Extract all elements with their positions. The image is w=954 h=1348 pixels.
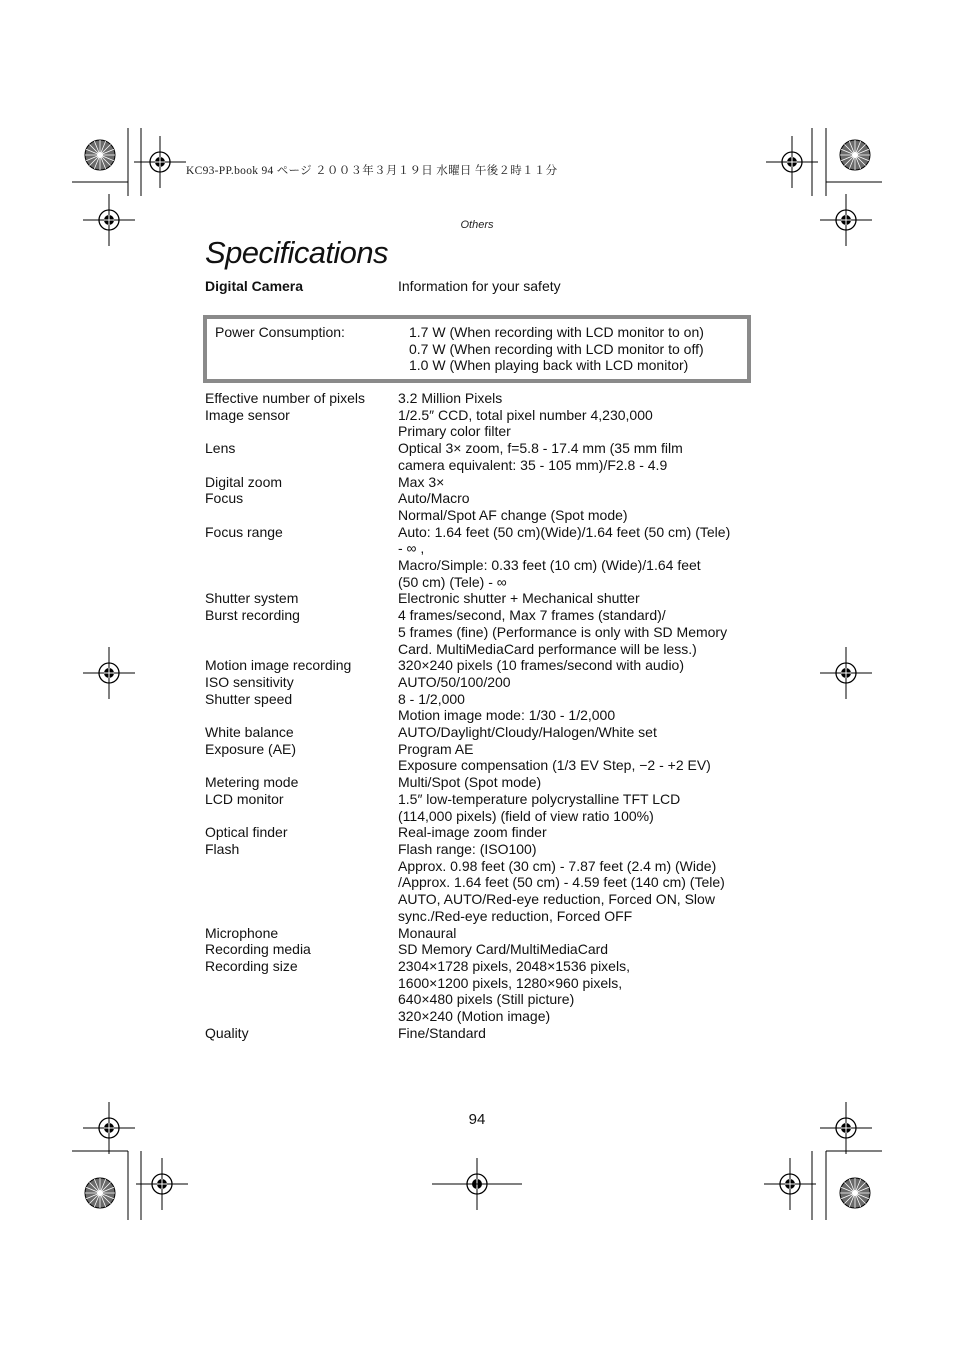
spec-value-line: Exposure compensation (1/3 EV Step, −2 - +2 EV) [398, 757, 711, 774]
spec-row [205, 407, 765, 440]
spec-row [205, 741, 765, 774]
spec-key: LCD monitor [205, 790, 284, 807]
spec-value-line: 5 frames (fine) (Performance is only with SD Memory [398, 623, 728, 640]
spec-value-line: Max 3× [398, 473, 445, 490]
spec-value-line: 3.2 Million Pixels [398, 390, 503, 406]
spec-row [205, 390, 765, 407]
spec-row [205, 925, 765, 942]
spec-value-line: Motion image mode: 1/30 - 1/2,000 [398, 707, 616, 724]
spec-value [398, 590, 765, 607]
spec-value-line: AUTO, AUTO/Red-eye reduction, Forced ON, Slow [398, 891, 715, 908]
spec-row [205, 590, 765, 607]
spec-value [398, 1025, 765, 1042]
spec-value-line: /Approx. 1.64 feet (50 cm) - 4.59 feet (140 cm) (Tele) [398, 874, 725, 891]
power-line: 1.0 W (When playing back with LCD monitor) [409, 357, 689, 373]
spec-key: Exposure (AE) [205, 740, 297, 757]
spec-value-line: Real-image zoom finder [398, 824, 547, 841]
spec-value-line: Auto/Macro [398, 490, 470, 507]
spec-row [205, 674, 765, 691]
spec-key: Microphone [205, 924, 279, 941]
spec-row [205, 824, 765, 841]
spec-value [398, 958, 765, 1025]
spec-row [205, 524, 765, 591]
spec-value-line: Approx. 0.98 feet (30 cm) - 7.87 feet (2.4 m) (Wide) [398, 857, 717, 874]
spec-row [205, 490, 765, 523]
spec-value [398, 524, 765, 591]
spec-value-line: Electronic shutter + Mechanical shutter [398, 590, 640, 607]
spec-key: Shutter system [205, 590, 299, 607]
spec-row [205, 791, 765, 824]
spec-value-line: Card. MultiMediaCard performance will be less.) [398, 640, 697, 657]
spec-value [398, 474, 765, 491]
spec-key: Recording size [205, 957, 298, 974]
spec-value-line: Multi/Spot (Spot mode) [398, 774, 542, 791]
spec-key: Effective number of pixels [205, 390, 366, 406]
spec-value-line: 8 - 1/2,000 [398, 690, 465, 707]
spec-value-line: 2304×1728 pixels, 2048×1536 pixels, [398, 957, 630, 974]
spec-value [398, 490, 765, 523]
spec-value-line: Primary color filter [398, 423, 511, 440]
spec-value-line: (50 cm) (Tele) - ∞ [398, 573, 507, 590]
power-line: 1.7 W (When recording with LCD monitor to on) [409, 324, 704, 340]
spec-value [398, 440, 765, 473]
spec-list [205, 390, 765, 1041]
spec-value [398, 941, 765, 958]
spec-value-line: 4 frames/second, Max 7 frames (standard)/ [398, 607, 666, 624]
spec-value [398, 657, 765, 674]
spec-value [398, 407, 765, 440]
spec-value-line: 1.5″ low-temperature polycrystalline TFT LCD [398, 790, 681, 807]
spec-key: White balance [205, 724, 294, 741]
spec-value-line: Optical 3× zoom, f=5.8 - 17.4 mm (35 mm film [398, 440, 683, 457]
spec-key: Recording media [205, 941, 311, 958]
spec-value [398, 607, 765, 657]
spec-key: Burst recording [205, 607, 300, 624]
spec-row [205, 958, 765, 1025]
spec-row [205, 941, 765, 958]
spec-key: Focus range [205, 523, 283, 540]
spec-value-line: camera equivalent: 35 - 105 mm)/F2.8 - 4.9 [398, 456, 668, 473]
power-consumption-box [203, 315, 751, 383]
spec-value [398, 774, 765, 791]
page-title: Specifications [205, 235, 388, 270]
spec-row [205, 607, 765, 657]
spec-value-line: AUTO/Daylight/Cloudy/Halogen/White set [398, 724, 657, 741]
spec-row [205, 1025, 765, 1042]
spec-row [205, 657, 765, 674]
spec-key: Metering mode [205, 774, 299, 791]
spec-value-line: Fine/Standard [398, 1024, 486, 1041]
spec-row [205, 841, 765, 925]
subheading-digital-camera: Digital Camera [205, 278, 304, 294]
power-consumption-label: Power Consumption: [215, 324, 345, 340]
spec-key: Digital zoom [205, 473, 283, 490]
spec-row [205, 724, 765, 741]
spec-value [398, 791, 765, 824]
spec-key: Quality [205, 1024, 249, 1041]
spec-value-line: Program AE [398, 740, 474, 757]
spec-value [398, 691, 765, 724]
subheading-safety: Information for your safety [398, 278, 561, 294]
spec-value-line: - ∞ , [398, 540, 425, 557]
spec-key: Flash [205, 840, 240, 857]
print-header: KC93-PP.book 94 ページ ２００３年３月１９日 水曜日 午後２時１１分 [186, 165, 558, 177]
spec-value [398, 841, 765, 925]
spec-value [398, 824, 765, 841]
spec-value-line: 1/2.5″ CCD, total pixel number 4,230,000 [398, 406, 653, 423]
spec-row [205, 474, 765, 491]
spec-value [398, 741, 765, 774]
spec-value-line: Normal/Spot AF change (Spot mode) [398, 506, 628, 523]
spec-row [205, 774, 765, 791]
power-consumption-values [409, 324, 704, 374]
spec-key: Image sensor [205, 406, 290, 423]
spec-value [398, 724, 765, 741]
spec-value-line: 640×480 pixels (Still picture) [398, 991, 575, 1008]
spec-value-line: sync./Red-eye reduction, Forced OFF [398, 907, 633, 924]
page-number: 94 [468, 1111, 486, 1128]
spec-value [398, 390, 765, 407]
spec-value-line: AUTO/50/100/200 [398, 673, 511, 690]
spec-value-line: Macro/Simple: 0.33 feet (10 cm) (Wide)/1.64 feet [398, 557, 701, 574]
spec-key: ISO sensitivity [205, 673, 294, 690]
spec-row [205, 440, 765, 473]
spec-key: Optical finder [205, 824, 288, 841]
power-line: 0.7 W (When recording with LCD monitor to off) [409, 340, 704, 357]
spec-value-line: 320×240 pixels (10 frames/second with audio) [398, 657, 685, 674]
spec-key: Motion image recording [205, 657, 352, 674]
spec-value [398, 674, 765, 691]
spec-value-line: 320×240 (Motion image) [398, 1008, 551, 1025]
spec-value-line: Monaural [398, 924, 457, 941]
spec-key: Lens [205, 440, 236, 457]
spec-key: Focus [205, 490, 244, 507]
spec-value-line: Auto: 1.64 feet (50 cm)(Wide)/1.64 feet (50 cm) (Tele) [398, 523, 731, 540]
spec-key: Shutter speed [205, 690, 293, 707]
spec-row [205, 691, 765, 724]
spec-value-line: (114,000 pixels) (field of view ratio 100%) [398, 807, 654, 824]
section-label: Others [460, 219, 494, 231]
spec-value-line: Flash range: (ISO100) [398, 840, 537, 857]
spec-value-line: 1600×1200 pixels, 1280×960 pixels, [398, 974, 623, 991]
spec-value [398, 925, 765, 942]
spec-value-line: SD Memory Card/MultiMediaCard [398, 941, 609, 958]
